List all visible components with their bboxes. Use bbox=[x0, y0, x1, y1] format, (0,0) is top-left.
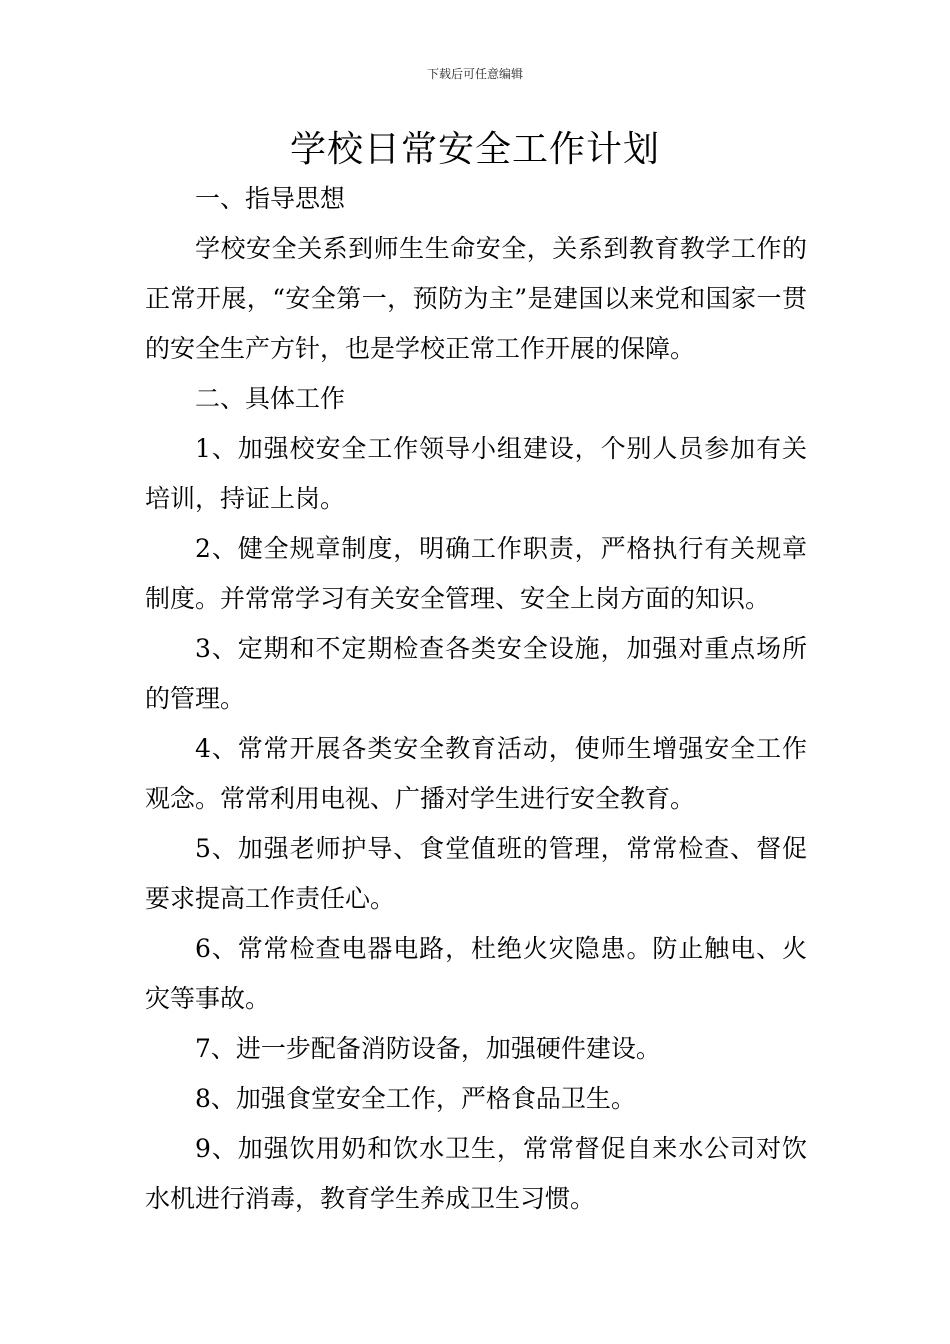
work-item-9: 9、加强饮用奶和饮水卫生，常常督促自来水公司对饮水机进行消毒，教育学生养成卫生习惯。 bbox=[145, 1134, 807, 1213]
work-item-3: 3、定期和不定期检查各类安全设施，加强对重点场所的管理。 bbox=[145, 634, 807, 713]
section-heading-guiding-ideology: 一、指导思想 bbox=[195, 184, 346, 213]
header-note: 下载后可任意编辑 bbox=[426, 67, 523, 81]
work-item-1: 1、加强校安全工作领导小组建设，个别人员参加有关培训，持证上岗。 bbox=[145, 434, 807, 513]
document-title: 学校日常安全工作计划 bbox=[289, 129, 660, 170]
work-item-8: 8、加强食堂安全工作，严格食品卫生。 bbox=[195, 1084, 636, 1113]
work-item-2: 2、健全规章制度，明确工作职责，严格执行有关规章制度。并常常学习有关安全管理、安全上岗方面的知识。 bbox=[145, 534, 807, 613]
section-heading-specific-work: 二、具体工作 bbox=[195, 384, 346, 413]
work-item-5: 5、加强老师护导、食堂值班的管理，常常检查、督促要求提高工作责任心。 bbox=[145, 834, 807, 913]
paragraph-introduction: 学校安全关系到师生生命安全，关系到教育教学工作的正常开展，“安全第一，预防为主”是建国以来党和国家一贯的安全生产方针，也是学校正常工作开展的保障。 bbox=[145, 234, 807, 363]
work-item-6: 6、常常检查电器电路，杜绝火灾隐患。防止触电、火灾等事故。 bbox=[145, 934, 807, 1013]
work-item-4: 4、常常开展各类安全教育活动，使师生增强安全工作观念。常常利用电视、广播对学生进行安全教育。 bbox=[145, 734, 807, 813]
document-body bbox=[145, 174, 807, 1224]
work-item-7: 7、进一步配备消防设备，加强硬件建设。 bbox=[195, 1034, 661, 1063]
